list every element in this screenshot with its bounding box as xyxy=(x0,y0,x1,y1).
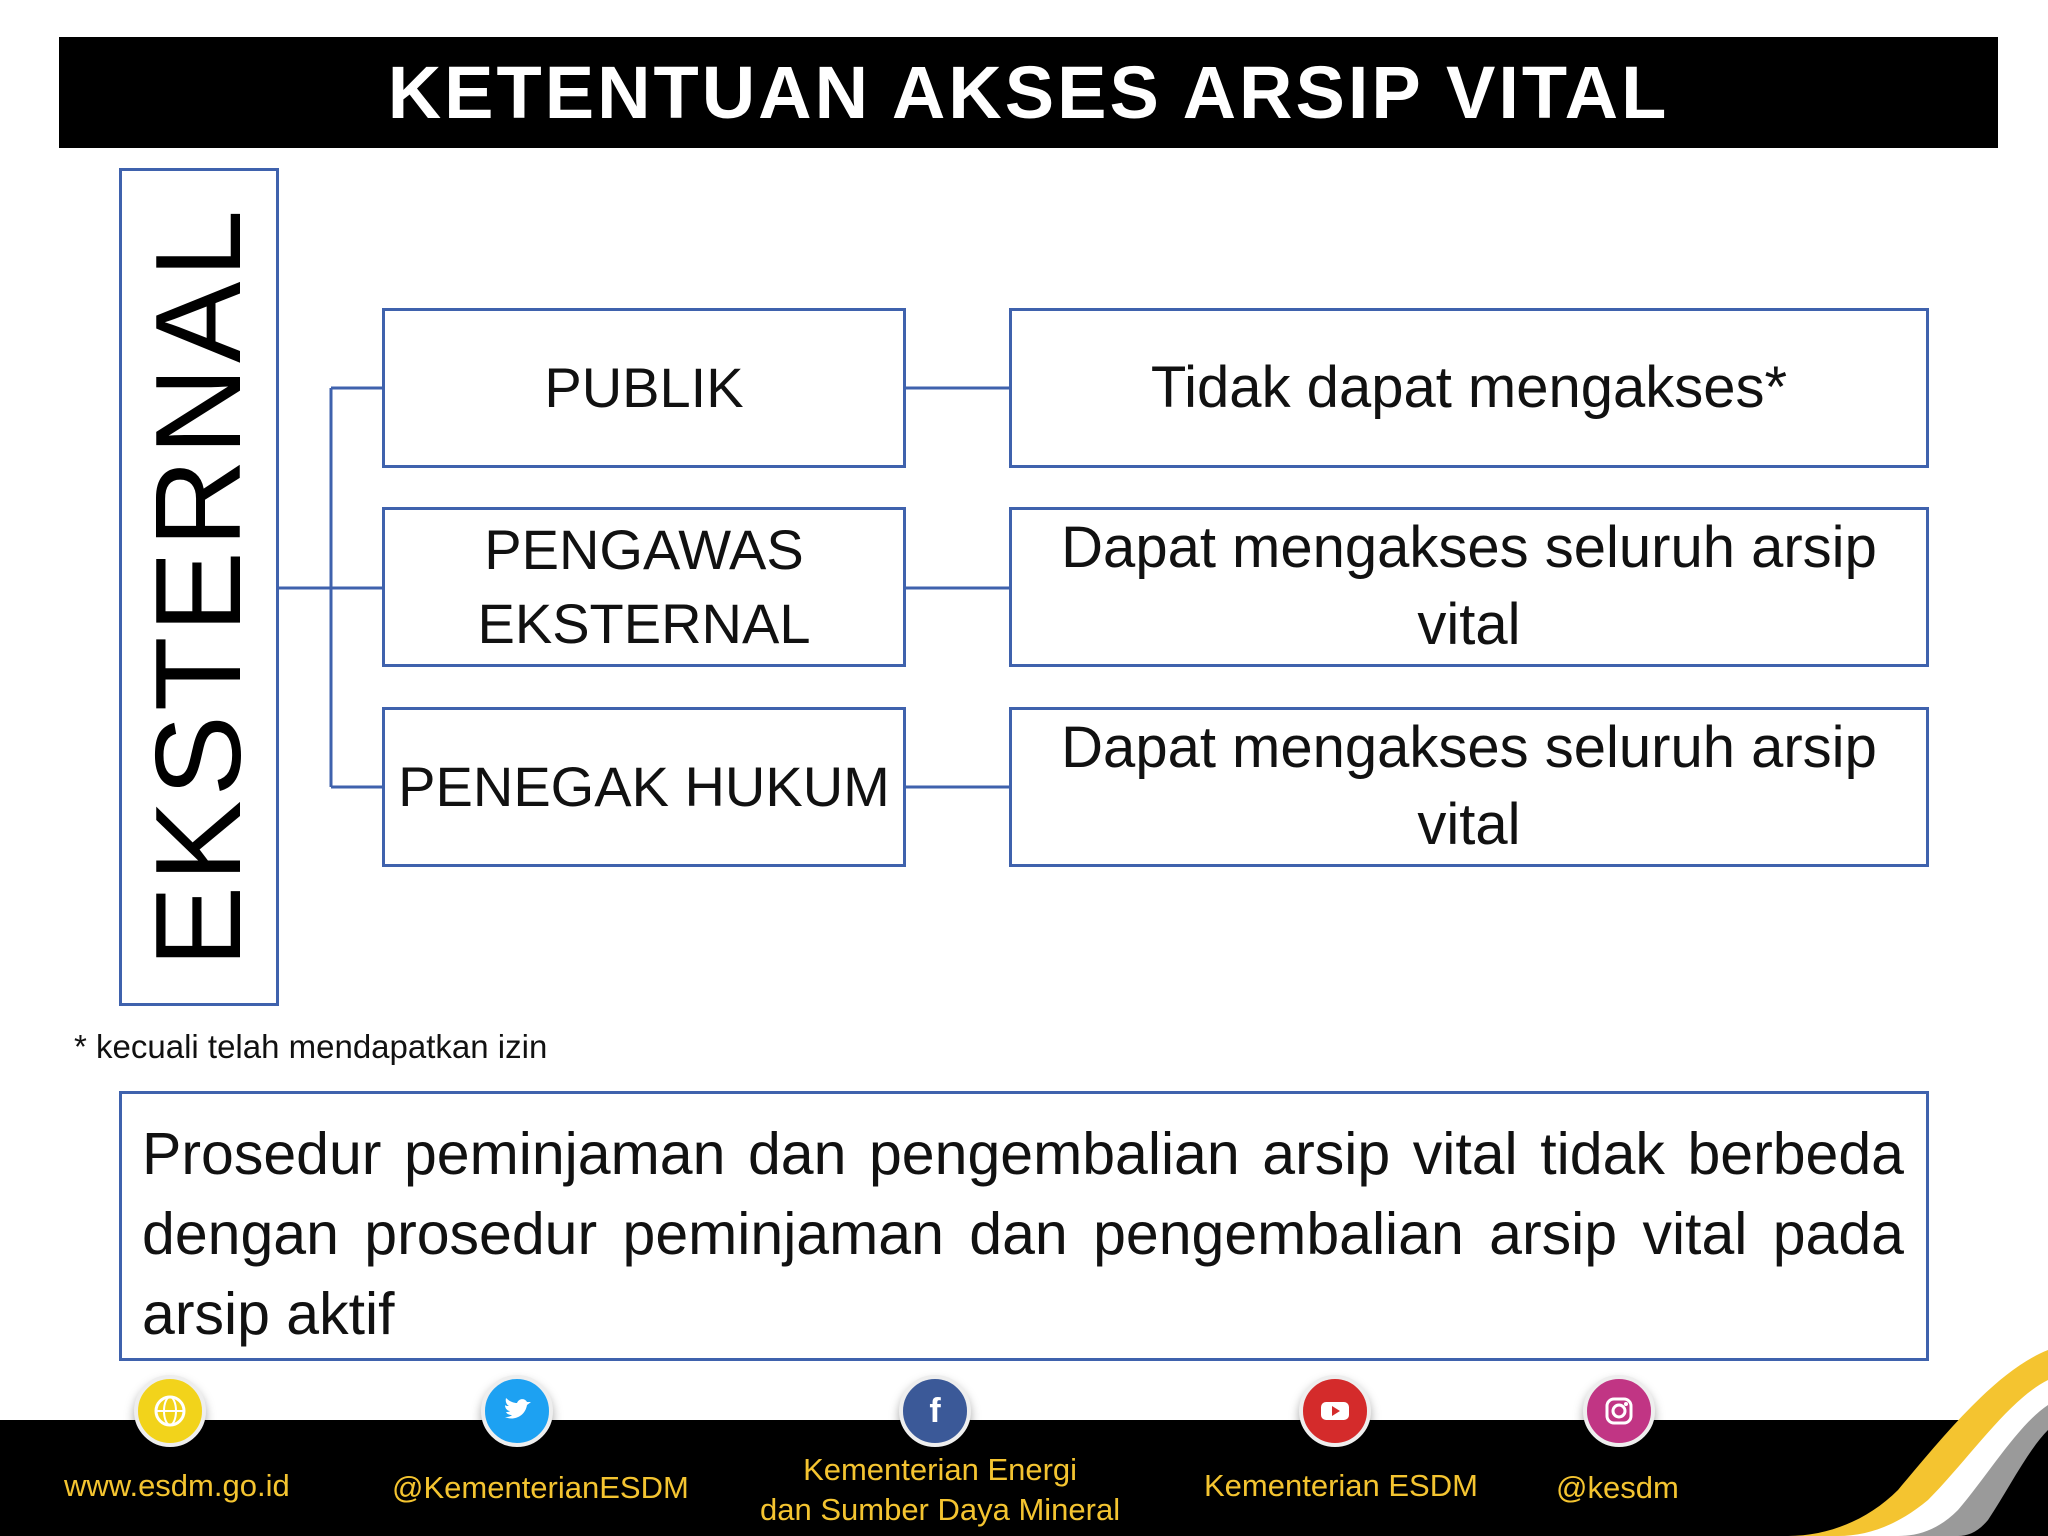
group-label: EKSTERNAL xyxy=(130,206,267,968)
footer-instagram-link[interactable]: @kesdm xyxy=(1556,1470,1679,1505)
footer-facebook-link[interactable] xyxy=(760,1450,1120,1530)
page-title: KETENTUAN AKSES ARSIP VITAL xyxy=(59,37,1998,148)
category-label: PENEGAK HUKUM xyxy=(398,755,890,819)
instagram-icon[interactable] xyxy=(1583,1375,1655,1447)
footer-twitter-link[interactable]: @KementerianESDM xyxy=(392,1470,689,1505)
youtube-icon[interactable] xyxy=(1299,1375,1371,1447)
footer-website-link[interactable]: www.esdm.go.id xyxy=(64,1468,290,1503)
access-pengawas-eksternal xyxy=(1009,507,1929,667)
twitter-icon[interactable] xyxy=(481,1375,553,1447)
category-label: PENGAWAS EKSTERNAL xyxy=(477,518,811,655)
footer-facebook-line1: Kementerian Energi xyxy=(803,1452,1078,1487)
footer-facebook-line2: dan Sumber Daya Mineral xyxy=(760,1492,1121,1527)
procedure-text: Prosedur peminjaman dan pengembalian arsip vital tidak berbeda dengan prosedur peminjaman dan pengembalian arsip vital pada arsip aktif xyxy=(142,1121,1904,1347)
category-penegak-hukum xyxy=(382,707,906,867)
decorative-stripes xyxy=(1748,1350,2048,1536)
globe-icon[interactable] xyxy=(134,1375,206,1447)
procedure-box xyxy=(119,1091,1929,1361)
access-label: Dapat mengakses seluruh arsip vital xyxy=(1061,515,1877,657)
access-publik xyxy=(1009,308,1929,468)
category-pengawas-eksternal xyxy=(382,507,906,667)
access-label: Tidak dapat mengakses* xyxy=(1150,354,1788,420)
access-penegak-hukum xyxy=(1009,707,1929,867)
group-label-box xyxy=(119,168,279,1006)
access-label: Dapat mengakses seluruh arsip vital xyxy=(1061,715,1877,857)
facebook-icon[interactable]: f xyxy=(899,1375,971,1447)
footer-youtube-link[interactable]: Kementerian ESDM xyxy=(1204,1468,1478,1503)
footnote: * kecuali telah mendapatkan izin xyxy=(74,1028,548,1065)
category-publik xyxy=(382,308,906,468)
category-label: PUBLIK xyxy=(544,356,744,420)
